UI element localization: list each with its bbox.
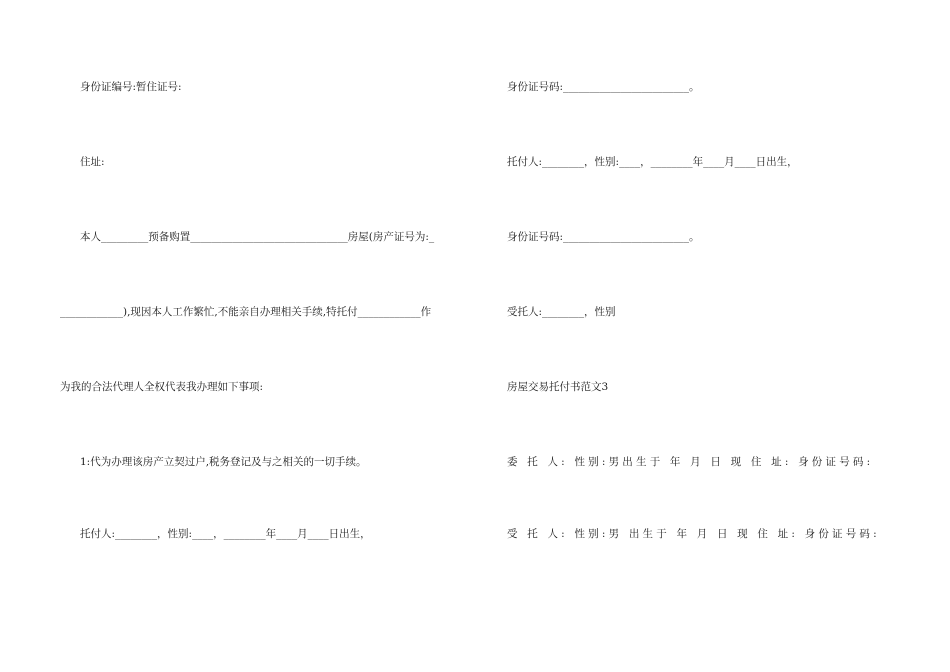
agent-info-row: 受 托 人: 性别:男 出生于 年 月 日 现 住 址: 身份证号码: xyxy=(507,528,880,540)
principal-info-line: 托付人:________，性别:____，________年____月____日出生， xyxy=(80,528,371,540)
principal-info-line: 托付人:________，性别:____，________年____月____日出生， xyxy=(507,156,798,168)
id-number-label: 身份证编号:暂住证号: xyxy=(80,81,182,93)
agent-info-line: 受托人:________，性别 xyxy=(507,306,616,318)
principal-info-row: 委 托 人: 性别:男出生于 年 月 日 现 住 址: 身份证号码: xyxy=(507,456,874,468)
id-number-line: 身份证号码:________________________。 xyxy=(507,81,700,93)
purchase-statement: 本人_________预备购置______________________________房屋(房产证号为:_ xyxy=(80,231,435,243)
id-number-line: 身份证号码:________________________。 xyxy=(507,231,700,243)
matter-item-1: 1:代为办理该房产立契过户,税务登记及与之相关的一切手续。 xyxy=(80,456,367,468)
agent-authorization: 为我的合法代理人全权代表我办理如下事项: xyxy=(60,381,264,393)
purchase-statement-continued: ____________),现因本人工作繁忙,不能亲自办理相关手续,特托付____________作 xyxy=(60,306,432,318)
address-label: 住址: xyxy=(80,156,105,168)
section-title: 房屋交易托付书范文3 xyxy=(507,381,609,393)
